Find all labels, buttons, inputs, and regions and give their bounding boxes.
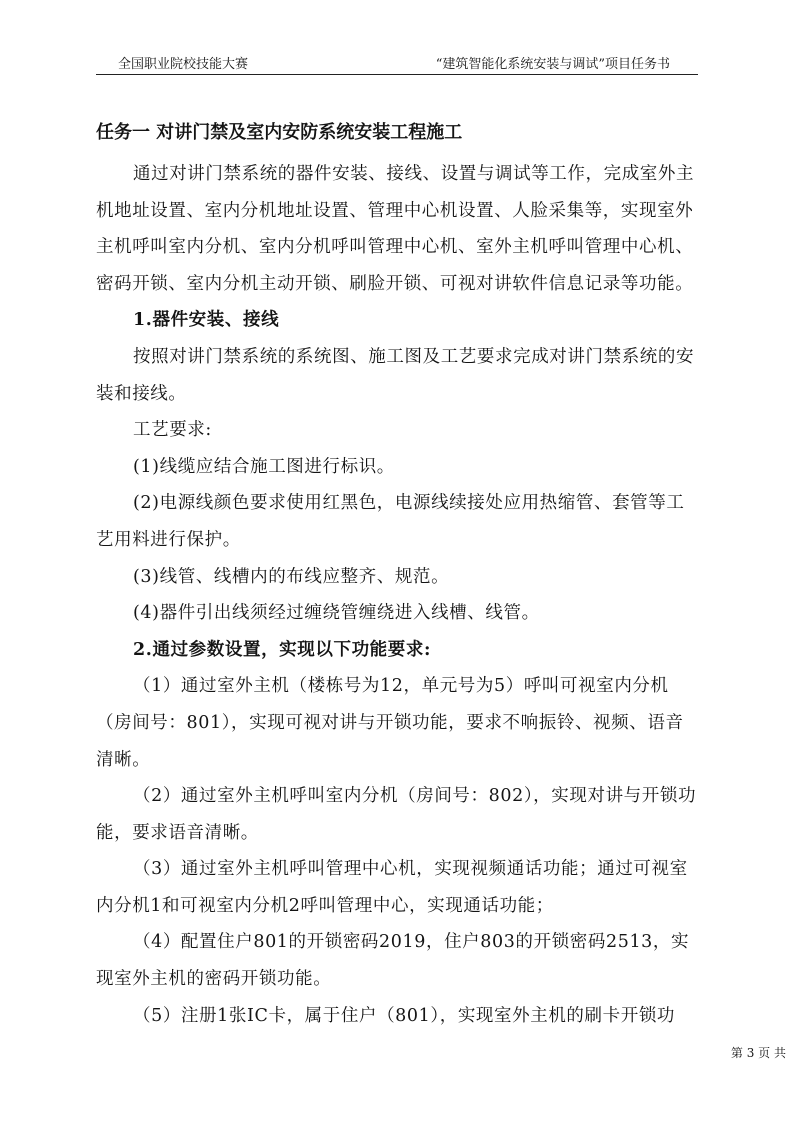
process-requirements-heading: 工艺要求: — [133, 420, 212, 441]
page-number: 第 3 页 共 — [730, 1046, 786, 1060]
process-item-1: (1)线缆应结合施工图进行标识。 — [133, 456, 395, 477]
section-1-paragraph: 按照对讲门禁系统的系统图、施工图及工艺要求完成对讲门禁系统的安装和接线。 — [96, 346, 695, 404]
process-item-2: (2)电源线颜色要求使用红黑色，电源线续接处应用热缩管、套管等工艺用料进行保护。 — [96, 493, 685, 550]
function-item-4: （4）配置住户801的开锁密码2019，住户803的开锁密码2513，实现室外主机的密码开锁功能。 — [96, 932, 690, 990]
process-item-3: (3)线管、线槽内的布线应整齐、规范。 — [133, 566, 450, 587]
header-project-name: “建筑智能化系统安装与调试”项目任务书 — [435, 57, 670, 72]
function-item-1: （1）通过室外主机（楼栋号为12，单元号为5）呼叫可视室内分机（房间号：801），实现可视对讲与开锁功能，要求不响振铃、视频、语音清晰。 — [96, 676, 684, 770]
header-divider — [96, 74, 698, 75]
section-1-heading: 1.器件安装、接线 — [133, 310, 280, 331]
function-item-5: （5）注册1张IC卡，属于住户（801），实现室外主机的刷卡开锁功 — [133, 1005, 676, 1026]
intro-paragraph: 通过对讲门禁系统的器件安装、接线、设置与调试等工作，完成室外主机地址设置、室内分机地址设置、管理中心机设置、人脸采集等，实现室外主机呼叫室内分机、室内分机呼叫管理中心机、室外主机呼叫管理中心机、密码开锁、室内分机主动开锁、刷脸开锁、可视对讲软件信息记录等功能。 — [96, 164, 695, 294]
task-title: 任务一 对讲门禁及室内安防系统安装工程施工 — [96, 122, 463, 143]
document-body — [96, 156, 698, 1034]
process-item-4: (4)器件引出线须经过缠绕管缠绕进入线槽、线管。 — [133, 603, 540, 624]
function-item-2: （2）通过室外主机呼叫室内分机（房间号：802），实现对讲与开锁功能，要求语音清晰。 — [96, 786, 697, 843]
header-competition-name: 全国职业院校技能大赛 — [118, 57, 249, 72]
section-2-heading: 2.通过参数设置，实现以下功能要求: — [133, 639, 432, 660]
function-item-3: （3）通过室外主机呼叫管理中心机，实现视频通话功能；通过可视室内分机1和可视室内分机2呼叫管理中心，实现通话功能； — [96, 859, 688, 916]
